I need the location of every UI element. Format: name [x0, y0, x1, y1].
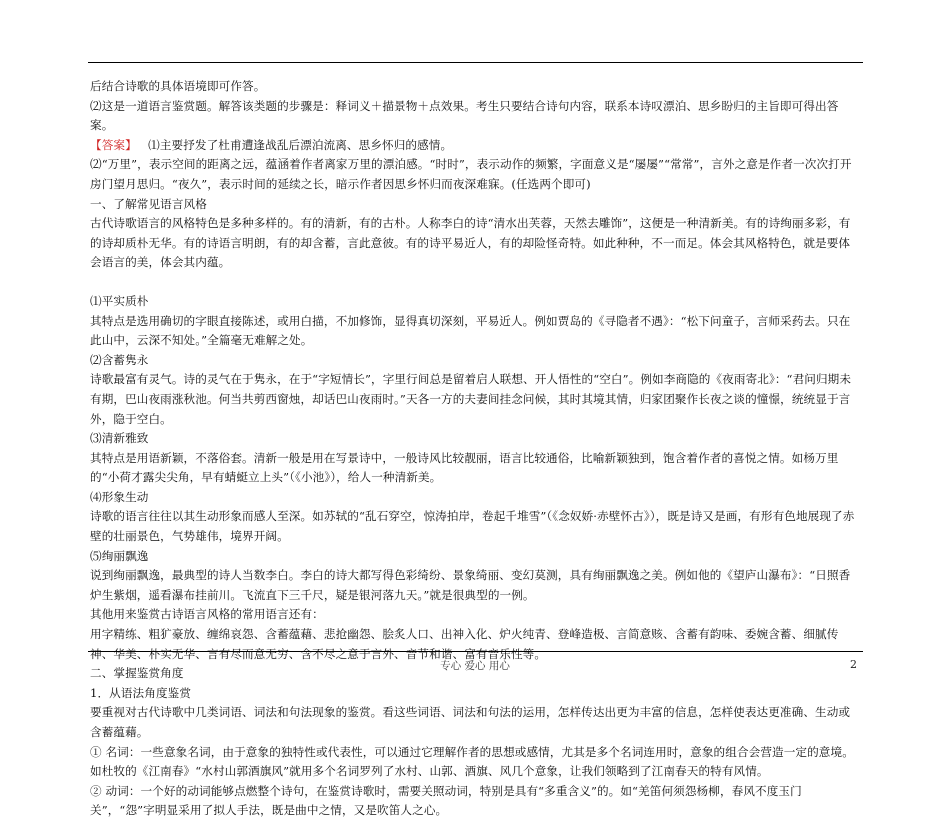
- subheading-3: ⑶清新雅致: [90, 431, 149, 446]
- subheading-1: ⑴平实质朴: [90, 293, 149, 308]
- subheading-5: ⑸绚丽飘逸: [90, 548, 149, 563]
- document-body: [90, 77, 860, 821]
- footer-text: 专心 爱心 用心: [440, 660, 510, 672]
- paragraph-23: ② 动词：一个好的动词能够点燃整个诗句，在鉴赏诗歌时，需要关照动词，特别是具有“多重含义”的。如“羌笛何须怨杨柳，春风不度玉门关”，“怨”字明显采用了拟人手法，既是曲中之情，又是吹笛人之心。: [90, 783, 802, 818]
- paragraph-0: 后结合诗歌的具体语境即可作答。: [90, 79, 266, 93]
- paragraph-2: ⑴主要抒发了杜甫遭逢战乱后漂泊流离、思乡怀归的感情。: [148, 137, 453, 152]
- header-rule: [88, 62, 863, 63]
- footer-rule: [88, 651, 863, 652]
- paragraph-3: ⑵“万里”，表示空间的距离之远，蕴涵着作者离家万里的漂泊感。“时时”，表示动作的频繁，字面意义是“屡屡”“常常”，言外之意是作者一次次打开房门望月思归。“夜久”，表示时间的延续之长，暗示作者因思乡怀归而夜深难寐。(任选两个即可): [90, 157, 852, 191]
- paragraph-17: 其他用来鉴赏古诗语言风格的常用语言还有：: [90, 607, 324, 622]
- subheading-grammar: 1．从语法角度鉴赏: [90, 685, 192, 700]
- blank-line: [90, 273, 860, 292]
- paragraph-10: 诗歌最富有灵气。诗的灵气在于隽永，在于“字短情长”，字里行间总是留着启人联想、开人悟性的“空白”。例如李商隐的《夜雨寄北》：“君问归期未有期，巴山夜雨涨秋池。何当共剪西窗烛，却话巴山夜雨时。”天各一方的夫妻间挂念问候，其时其境其情，归家团聚作长夜之谈的憧憬，统统显于言外，隐于空白。: [90, 372, 852, 426]
- paragraph-1: ⑵这是一道语言鉴赏题。解答该类题的步骤是：释词义＋描景物＋点效果。考生只要结合诗句内容，联系本诗叹漂泊、思乡盼归的主旨即可得出答案。: [90, 98, 839, 133]
- paragraph-18: 用字精练、粗犷豪放、缠绵哀怨、含蓄蕴藉、悲抢幽怨、脍炙人口、出神入化、炉火纯青、登峰造极、言简意赅、含蓄有韵味、委婉含蓄、细腻传神、华美、朴实无华、言有尽而意无穷、含不尽之意于言外、音节和谐、富有音乐性等。: [90, 627, 839, 661]
- paragraph-22: ① 名词：一些意象名词，由于意象的独特性或代表性，可以通过它理解作者的思想或感情，尤其是多个名词连用时，意象的组合会营造一定的意境。如杜牧的《江南春》“水村山郭酒旗风”就用多个名词罗列了水村、山郭、酒旗、风几个意象，让我们领略到了江南春天的特有风情。: [90, 744, 854, 779]
- section-heading-1: 一、了解常见语言风格: [90, 196, 207, 211]
- subheading-4: ⑷形象生动: [90, 489, 149, 504]
- paragraph-12: 其特点是用语新颖，不落俗套。清新一般是用在写景诗中，一般诗风比较靓丽，语言比较通俗，比喻新颖独到，饱含着作者的喜悦之情。如杨万里的“小荷才露尖尖角，早有蜻蜓立上头”（《小池》），给人一种清新美。: [90, 450, 839, 485]
- paragraph-5: 古代诗歌语言的风格特色是多种多样的。有的清新，有的古朴。人称李白的诗“清水出芙蓉，天然去雕饰”，这便是一种清新美。有的诗绚丽多彩，有的诗却质朴无华。有的诗语言明朗，有的却含蓄，言此意彼。有的诗平易近人，有的却险怪奇特。如此种种，不一而足。体会其风格特色，就是要体会语言的美，体会其内蕴。: [90, 216, 851, 270]
- answer-label: 【答案】: [90, 137, 137, 152]
- page-number: 2: [850, 658, 857, 671]
- answer-paragraph: [90, 136, 860, 156]
- paragraph-21: 要重视对古代诗歌中几类词语、词法和句法现象的鉴赏。看这些词语、词法和句法的运用，怎样传达出更为丰富的信息，怎样使表达更准确、生动或含蓄蕴藉。: [90, 705, 851, 739]
- section-heading-2: 二、掌握鉴赏角度: [90, 666, 184, 681]
- paragraph-8: 其特点是选用确切的字眼直接陈述，或用白描，不加修饰，显得真切深刻，平易近人。例如贾岛的《寻隐者不遇》：“松下问童子，言师采药去。只在此山中，云深不知处。”全篇毫无难解之处。: [90, 313, 851, 348]
- paragraph-14: 诗歌的语言往往以其生动形象而感人至深。如苏轼的“乱石穿空，惊涛拍岸，卷起千堆雪”（《念奴娇·赤壁怀古》），既是诗又是画，有形有色地展现了赤壁的壮丽景色，气势雄伟，境界开阔。: [90, 509, 855, 544]
- subheading-2: ⑵含蓄隽永: [90, 352, 149, 367]
- paragraph-16: 说到绚丽飘逸，最典型的诗人当数李白。李白的诗大都写得色彩绮纷、景象绮丽、变幻莫测，具有绚丽飘逸之美。例如他的《望庐山瀑布》：“日照香炉生紫烟，遥看瀑布挂前川。飞流直下三千尺，疑是银河落九天。”就是很典型的一例。: [90, 568, 851, 602]
